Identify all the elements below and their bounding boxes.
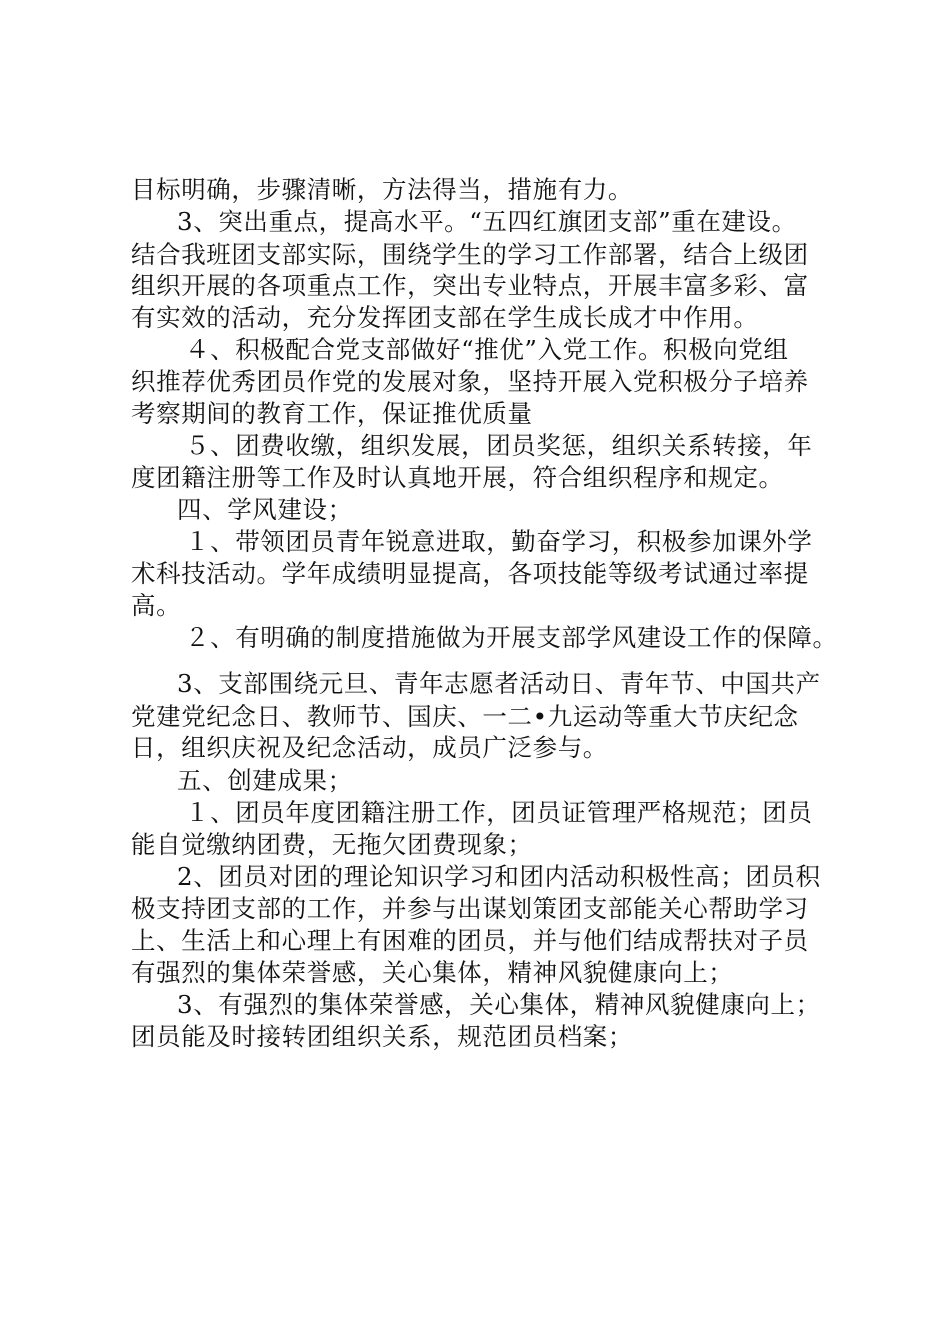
paragraph-line: 高。 <box>131 591 182 620</box>
paragraph-line: 目标明确，步骤清晰，方法得当，措施有力。 <box>131 175 633 204</box>
paragraph-line: 有实效的活动，充分发挥团支部在学生成长成才中作用。 <box>131 303 759 332</box>
paragraph-line: 2、团员对团的理论知识学习和团内活动积极性高；团员积 <box>177 862 821 891</box>
paragraph-line: 党建党纪念日、教师节、国庆、一二•九运动等重大节庆纪念 <box>131 702 799 731</box>
paragraph-line: 组织开展的各项重点工作，突出专业特点，开展丰富多彩、富 <box>131 271 809 300</box>
paragraph-line: 有强烈的集体荣誉感，关心集体，精神风貌健康向上； <box>131 958 734 987</box>
paragraph-line: 3、突出重点，提高水平。“五四红旗团支部”重在建设。 <box>177 207 797 236</box>
paragraph-line: 3、支部围绕元旦、青年志愿者活动日、青年节、中国共产 <box>177 669 821 698</box>
paragraph-line: 术科技活动。学年成绩明显提高，各项技能等级考试通过率提 <box>131 559 809 588</box>
paragraph-line: 团员能及时接转团组织关系，规范团员档案； <box>131 1022 633 1051</box>
paragraph-line: 极支持团支部的工作，并参与出谋划策团支部能关心帮助学习 <box>131 894 809 923</box>
paragraph-line: 上、生活上和心理上有困难的团员，并与他们结成帮扶对子员 <box>131 926 809 955</box>
section-heading: 四、学风建设； <box>177 495 353 524</box>
paragraph-line: ４、积极配合党支部做好“推优”入党工作。积极向党组 <box>185 335 789 364</box>
paragraph-line: 能自觉缴纳团费，无拖欠团费现象； <box>131 830 533 859</box>
paragraph-line: 度团籍注册等工作及时认真地开展，符合组织程序和规定。 <box>131 463 784 492</box>
section-heading: 五、创建成果； <box>177 766 353 795</box>
paragraph-line: 日，组织庆祝及纪念活动，成员广泛参与。 <box>131 733 608 762</box>
paragraph-line: １、团员年度团籍注册工作，团员证管理严格规范；团员 <box>185 798 813 827</box>
paragraph-line: １、带领团员青年锐意进取，勤奋学习，积极参加课外学 <box>185 527 813 556</box>
paragraph-line: 考察期间的教育工作，保证推优质量 <box>131 399 533 428</box>
paragraph-line: 结合我班团支部实际，围绕学生的学习工作部署，结合上级团 <box>131 240 809 269</box>
paragraph-line: ２、有明确的制度措施做为开展支部学风建设工作的保障。 <box>185 623 838 652</box>
paragraph-line: 3、有强烈的集体荣誉感，关心集体，精神风貌健康向上； <box>177 990 821 1019</box>
paragraph-line: 织推荐优秀团员作党的发展对象，坚持开展入党积极分子培养 <box>131 367 809 396</box>
paragraph-line: ５、团费收缴，组织发展，团员奖惩，组织关系转接，年 <box>185 431 813 460</box>
